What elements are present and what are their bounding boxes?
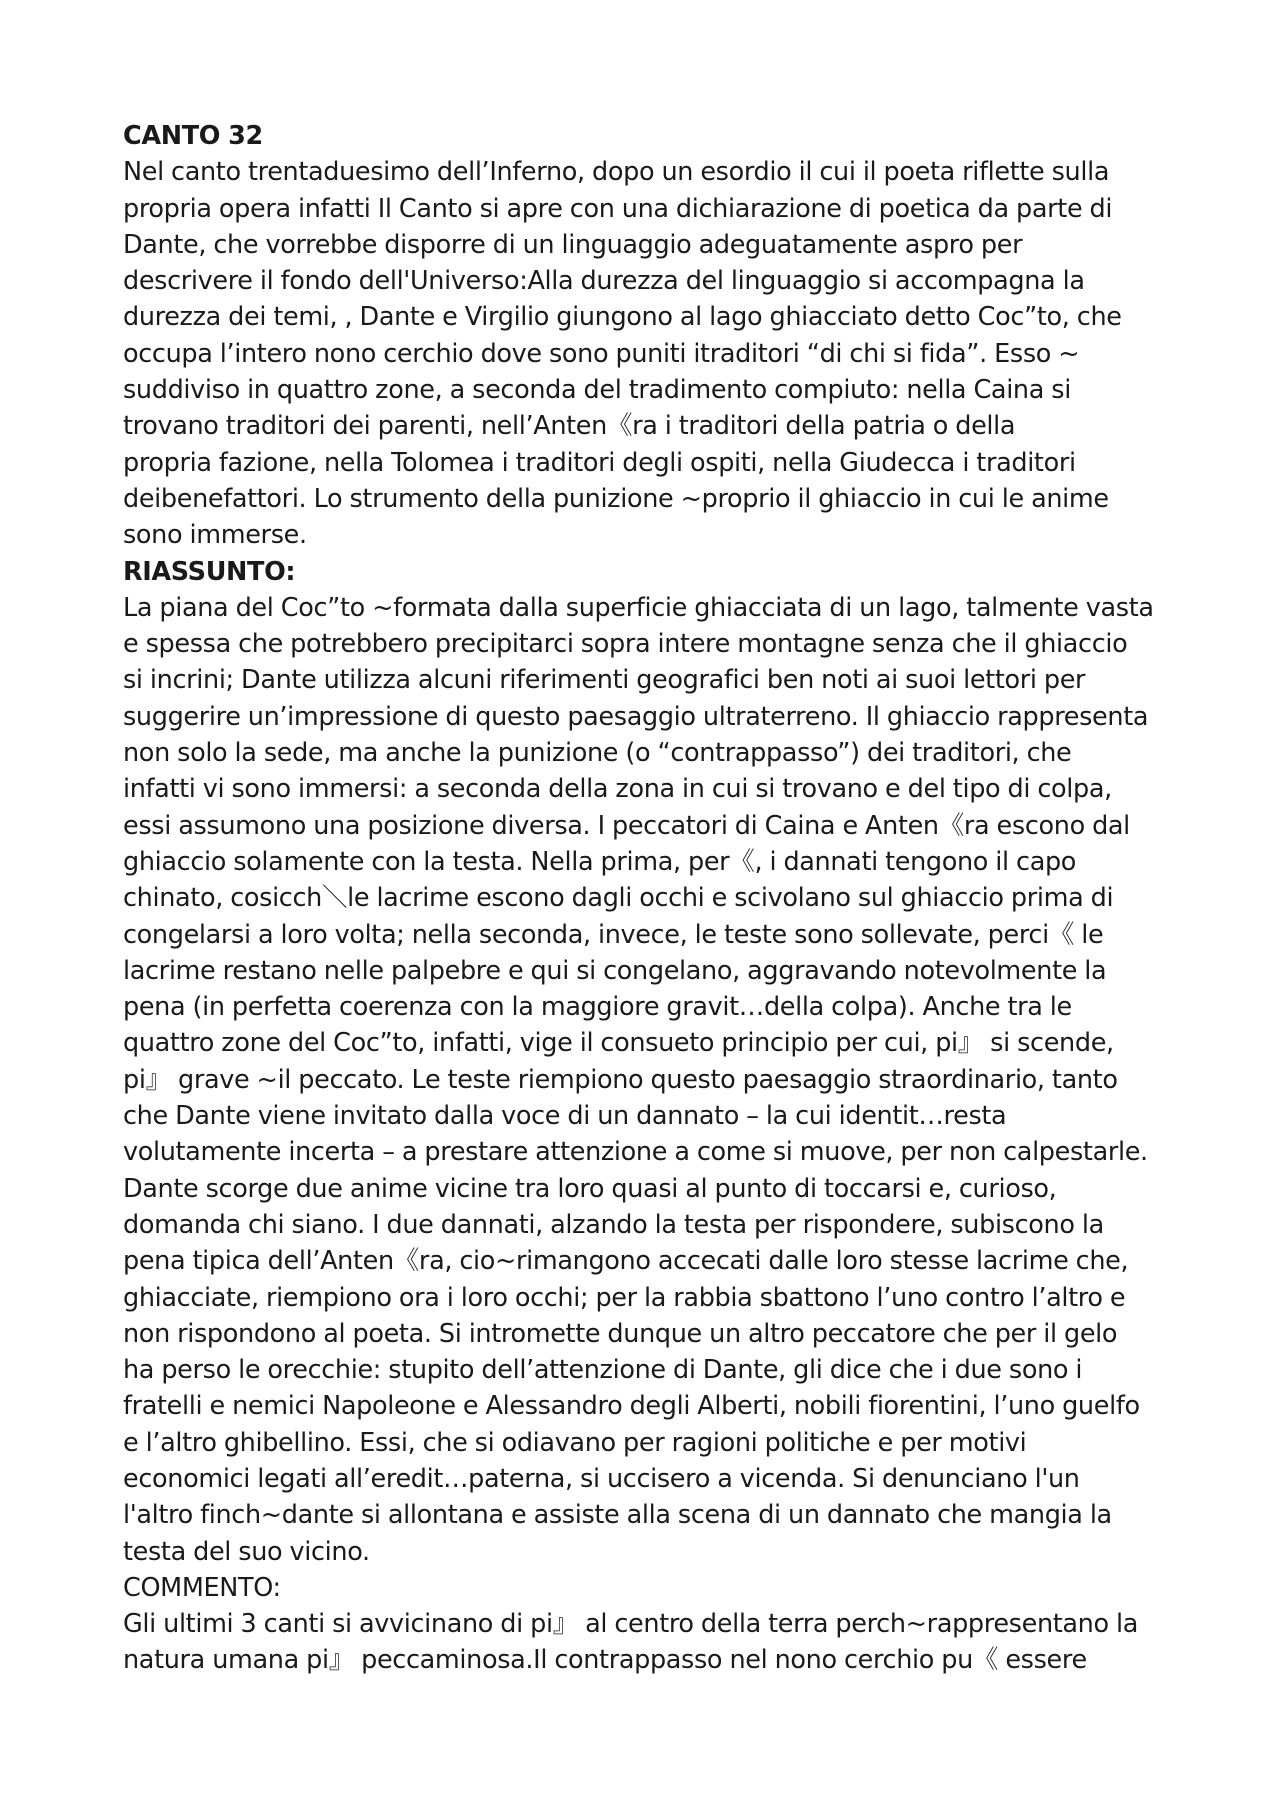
summary-line: essi assumono una posizione diversa. I peccatori di Caina e Anten《ra escono dal bbox=[123, 810, 1130, 841]
summary-paragraph bbox=[123, 590, 1183, 1570]
summary-line: l'altro finch~dante si allontana e assiste alla scena di un dannato che mangia la bbox=[123, 1500, 1112, 1531]
summary-line: testa del suo vicino. bbox=[123, 1536, 370, 1567]
summary-line: quattro zone del Coc”to, infatti, vige il consueto principio per cui, pi』 si scende, bbox=[123, 1028, 1114, 1059]
summary-line: suggerire un’impressione di questo paesaggio ultraterreno. Il ghiaccio rappresenta bbox=[123, 701, 1149, 732]
summary-line: volutamente incerta – a prestare attenzione a come si muove, per non calpestarle. bbox=[123, 1137, 1148, 1168]
commentary-line: natura umana pi』 peccaminosa.Il contrappasso nel nono cerchio pu《 essere bbox=[123, 1645, 1087, 1676]
summary-line: si incrini; Dante utilizza alcuni riferimenti geografici ben noti ai suoi lettori per bbox=[123, 665, 1086, 696]
intro-line: trovano traditori dei parenti, nell’Anten《ra i traditori della patria o della bbox=[123, 411, 1016, 442]
intro-paragraph bbox=[123, 154, 1183, 553]
summary-line: e l’altro ghibellino. Essi, che si odiavano per ragioni politiche e per motivi bbox=[123, 1427, 1027, 1458]
commentary-line: Gli ultimi 3 canti si avvicinano di pi』 al centro della terra perch~rappresentano la bbox=[123, 1609, 1139, 1640]
commentary-heading: COMMENTO: bbox=[123, 1572, 281, 1603]
summary-line: congelarsi a loro volta; nella seconda, invece, le teste sono sollevate, perci《 le bbox=[123, 919, 1104, 950]
summary-line: non solo la sede, ma anche la punizione (o “contrappasso”) dei traditori, che bbox=[123, 738, 1072, 769]
intro-line: Nel canto trentaduesimo dell’Inferno, dopo un esordio il cui il poeta riflette sulla bbox=[123, 157, 1110, 188]
summary-line: e spessa che potrebbero precipitarci sopra intere montagne senza che il ghiaccio bbox=[123, 629, 1128, 660]
commentary-paragraph bbox=[123, 1606, 1183, 1679]
summary-line: infatti vi sono immersi: a seconda della zona in cui si trovano e del tipo di colpa, bbox=[123, 774, 1112, 805]
summary-line: Dante scorge due anime vicine tra loro quasi al punto di toccarsi e, curioso, bbox=[123, 1173, 1057, 1204]
intro-line: sono immerse. bbox=[123, 520, 307, 551]
summary-line: pena (in perfetta coerenza con la maggiore gravit…della colpa). Anche tra le bbox=[123, 992, 1072, 1023]
summary-line: pena tipica dell’Anten《ra, cio~rimangono accecati dalle loro stesse lacrime che, bbox=[123, 1246, 1129, 1277]
summary-line: La piana del Coc”to ~formata dalla superficie ghiacciata di un lago, talmente vasta bbox=[123, 592, 1154, 623]
summary-line: lacrime restano nelle palpebre e qui si congelano, aggravando notevolmente la bbox=[123, 955, 1107, 986]
summary-line: ghiaccio solamente con la testa. Nella prima, per《, i dannati tengono il capo bbox=[123, 846, 1077, 877]
summary-line: ghiacciate, riempiono ora i loro occhi; per la rabbia sbattono l’uno contro l’altro e bbox=[123, 1282, 1126, 1313]
summary-line: che Dante viene invitato dalla voce di un dannato – la cui identit…resta bbox=[123, 1101, 1007, 1132]
summary-heading: RIASSUNTO: bbox=[123, 556, 296, 587]
document-page bbox=[123, 118, 1183, 1679]
intro-line: propria fazione, nella Tolomea i traditori degli ospiti, nella Giudecca i traditori bbox=[123, 447, 1076, 478]
summary-line: fratelli e nemici Napoleone e Alessandro degli Alberti, nobili fiorentini, l’uno guelfo bbox=[123, 1391, 1140, 1422]
summary-line: non rispondono al poeta. Si intromette dunque un altro peccatore che per il gelo bbox=[123, 1318, 1118, 1349]
intro-line: durezza dei temi, , Dante e Virgilio giungono al lago ghiacciato detto Coc”to, che bbox=[123, 302, 1122, 333]
summary-line: ha perso le orecchie: stupito dell’attenzione di Dante, gli dice che i due sono i bbox=[123, 1355, 1083, 1386]
intro-line: propria opera infatti Il Canto si apre con una dichiarazione di poetica da parte di bbox=[123, 193, 1113, 224]
summary-line: chinato, cosicch＼le lacrime escono dagli occhi e scivolano sul ghiaccio prima di bbox=[123, 883, 1114, 914]
intro-line: Dante, che vorrebbe disporre di un linguaggio adeguatamente aspro per bbox=[123, 229, 1023, 260]
intro-line: descrivere il fondo dell'Universo:Alla durezza del linguaggio si accompagna la bbox=[123, 266, 1085, 297]
intro-line: suddiviso in quattro zone, a seconda del tradimento compiuto: nella Caina si bbox=[123, 375, 1071, 406]
summary-line: domanda chi siano. I due dannati, alzando la testa per rispondere, subiscono la bbox=[123, 1209, 1104, 1240]
summary-line: economici legati all’eredit…paterna, si uccisero a vicenda. Si denunciano l'un bbox=[123, 1463, 1080, 1494]
summary-line: pi』 grave ~il peccato. Le teste riempiono questo paesaggio straordinario, tanto bbox=[123, 1064, 1118, 1095]
intro-line: occupa l’intero nono cerchio dove sono puniti itraditori “di chi si fida”. Esso ~ bbox=[123, 338, 1080, 369]
canto-title: CANTO 32 bbox=[123, 121, 263, 151]
intro-line: deibenefattori. Lo strumento della punizione ~proprio il ghiaccio in cui le anime bbox=[123, 483, 1109, 514]
